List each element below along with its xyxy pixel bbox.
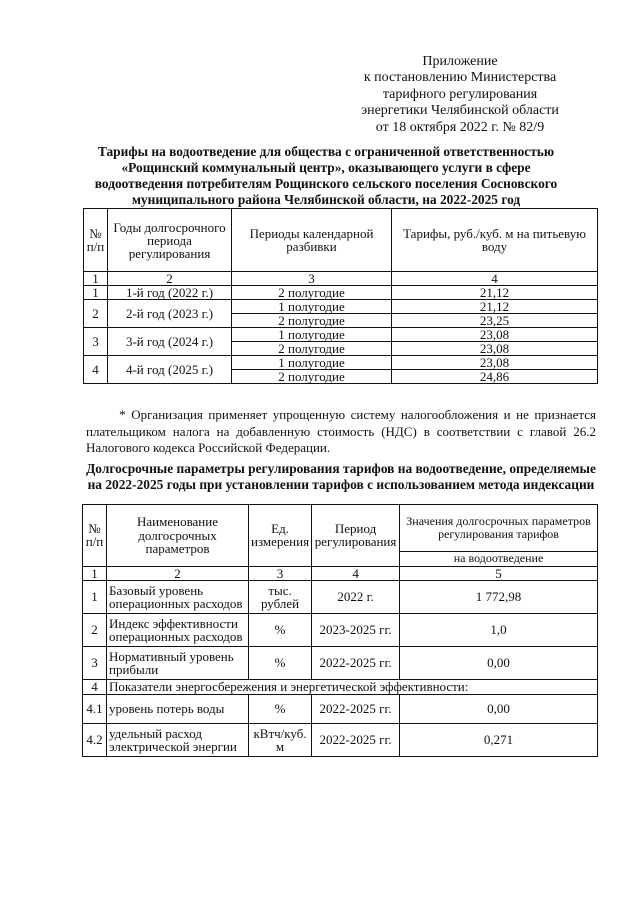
row-year: 4-й год (2025 г.) (108, 356, 232, 384)
row-name: Базовый уровень операционных расходов (107, 581, 249, 614)
row-tariff: 24,86 (392, 370, 598, 384)
header-period: Период регулирования (312, 505, 400, 567)
appendix-header (330, 54, 590, 136)
row-num: 3 (83, 647, 107, 680)
header-sub: на водоотведение (400, 552, 598, 567)
footnote-text: * Организация применяет упрощенную систему налогообложения и не признается плательщиком налога на добавленную стоимость (НДС) в соответствии с главой 26.2 Налогового кодекса Российской Федерации. (86, 407, 597, 455)
row-period: 2022-2025 гг. (312, 724, 400, 757)
row-name: Индекс эффективности операционных расходов (107, 614, 249, 647)
row-num: 1 (83, 581, 107, 614)
header-unit: Ед. измерения (249, 505, 312, 567)
table-row (83, 614, 598, 647)
row-value: 0,271 (400, 724, 598, 757)
index-cell: 2 (107, 566, 249, 581)
row-value: 1 772,98 (400, 581, 598, 614)
row-period: 2023-2025 гг. (312, 614, 400, 647)
row-period: 1 полугодие (232, 328, 392, 342)
table-row (83, 695, 598, 724)
row-period: 1 полугодие (232, 300, 392, 314)
row-period: 2022 г. (312, 581, 400, 614)
table-row (84, 356, 598, 370)
row-num: 3 (84, 328, 108, 356)
row-year: 2-й год (2023 г.) (108, 300, 232, 328)
row-num: 1 (84, 286, 108, 300)
table-row (83, 581, 598, 614)
row-period: 2 полугодие (232, 370, 392, 384)
row-tariff: 23,08 (392, 342, 598, 356)
row-unit: кВтч/куб. м (249, 724, 312, 757)
tariffs-title: Тарифы на водоотведение для общества с ограниченной ответственностью «Рощинский коммунальный центр», оказывающего услуги в сфере водоотведения потребителям Рощинского сельского поселения Сосновского муниципального района Челябинской области, на 2022-2025 год (94, 144, 558, 207)
row-tariff: 23,25 (392, 314, 598, 328)
appendix-line-3: тарифного регулирования (382, 86, 538, 102)
row-tariff: 23,08 (392, 356, 598, 370)
index-cell: 3 (249, 566, 312, 581)
appendix-line-2: к постановлению Министерства (363, 70, 557, 86)
section-row (83, 680, 598, 695)
row-num: 2 (84, 300, 108, 328)
header-periods: Периоды календарной разбивки (232, 209, 392, 272)
table-row (83, 724, 598, 757)
row-period: 2022-2025 гг. (312, 647, 400, 680)
appendix-line-5: от 18 октября 2022 г. № 82/9 (375, 119, 545, 135)
header-num: № п/п (83, 505, 107, 567)
row-period: 2 полугодие (232, 286, 392, 300)
index-cell: 2 (108, 272, 232, 286)
header-values: Значения долгосрочных параметров регулирования тарифов (400, 505, 598, 552)
row-year: 3-й год (2024 г.) (108, 328, 232, 356)
row-value: 0,00 (400, 647, 598, 680)
index-cell: 5 (400, 566, 598, 581)
row-unit: % (249, 614, 312, 647)
index-cell: 1 (84, 272, 108, 286)
table-row (84, 300, 598, 314)
appendix-line-1: Приложение (422, 54, 498, 69)
row-name: уровень потерь воды (107, 695, 249, 724)
index-cell: 4 (392, 272, 598, 286)
table-row (84, 328, 598, 342)
header-name: Наименование долгосрочных параметров (107, 505, 249, 567)
tariffs-table (83, 208, 598, 384)
section-text: Показатели энергосбережения и энергетической эффективности: (107, 680, 598, 695)
row-period: 2022-2025 гг. (312, 695, 400, 724)
table-row (84, 286, 598, 300)
row-tariff: 23,08 (392, 328, 598, 342)
row-num: 4.1 (83, 695, 107, 724)
row-value: 1,0 (400, 614, 598, 647)
row-period: 2 полугодие (232, 342, 392, 356)
row-num: 4 (84, 356, 108, 384)
tax-footnote (86, 407, 596, 457)
row-num: 4.2 (83, 724, 107, 757)
index-cell: 4 (312, 566, 400, 581)
row-name: удельный расход электрической энергии (107, 724, 249, 757)
row-period: 1 полугодие (232, 356, 392, 370)
header-num: № п/п (84, 209, 108, 272)
index-cell: 3 (232, 272, 392, 286)
row-year: 1-й год (2022 г.) (108, 286, 232, 300)
appendix-line-4: энергетики Челябинской области (361, 103, 559, 119)
parameters-table (82, 504, 598, 757)
row-unit: тыс. рублей (249, 581, 312, 614)
row-unit: % (249, 647, 312, 680)
row-num: 2 (83, 614, 107, 647)
row-unit: % (249, 695, 312, 724)
row-period: 2 полугодие (232, 314, 392, 328)
row-tariff: 21,12 (392, 286, 598, 300)
header-years: Годы долгосрочного периода регулирования (108, 209, 232, 272)
row-tariff: 21,12 (392, 300, 598, 314)
table-row (83, 647, 598, 680)
row-name: Нормативный уровень прибыли (107, 647, 249, 680)
index-cell: 1 (83, 566, 107, 581)
parameters-title: Долгосрочные параметры регулирования тарифов на водоотведение, определяемые на 2022-2025 годы при установлении тарифов с использованием метода индексации (86, 461, 596, 492)
row-value: 0,00 (400, 695, 598, 724)
section-num: 4 (83, 680, 107, 695)
header-tariffs: Тарифы, руб./куб. м на питьевую воду (392, 209, 598, 272)
